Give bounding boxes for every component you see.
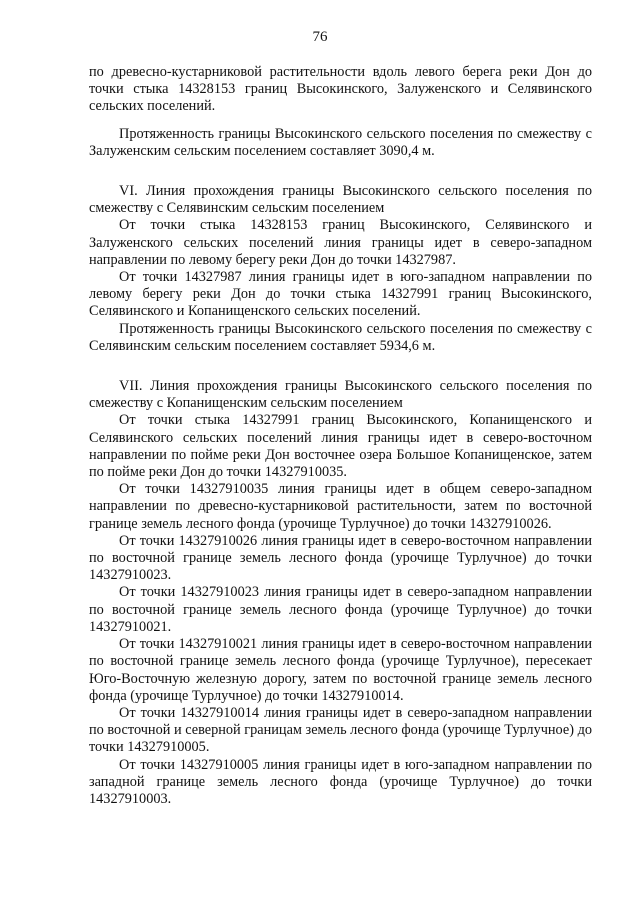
paragraph: От точки 14327910005 линия границы идет в юго-западном направлении по западной границе земель лесного фонда (урочище Турлучное) до точки 14327910003. — [89, 756, 592, 807]
section-heading-vii: VII. Линия прохождения границы Высокинского сельского поселения по смежеству с Копанищенским сельским поселением — [89, 378, 592, 412]
paragraph: От точки 14327910014 линия границы идет в северо-западном направлении по восточной и северной границам земель лесного фонда (урочище Турлучное) до точки 14327910005. — [89, 704, 592, 756]
paragraph: От точки 14327987 линия границы идет в юго-западном направлении по левому берегу реки Дон до точки стыка 14327991 границ Высокинского, Селявинского и Копанищенского сельских поселений. — [89, 269, 592, 320]
paragraph-length-selyavinskoe: Протяженность границы Высокинского сельского поселения по смежеству с Селявинским сельским поселением составляет 5934,6 м. — [89, 320, 592, 354]
paragraph-continuation: по древесно-кустарниковой растительности вдоль левого берега реки Дон до точки стыка 14328153 границ Высокинского, Залуженского и Селявинского сельских поселений. — [89, 64, 592, 115]
paragraph: От точки стыка 14327991 границ Высокинского, Копанищенского и Селявинского сельских поселений линия границы идет в северо-восточном направлении по пойме реки Дон восточнее озера Большое Копанищенское, затем по пойме реки Дон до точки 14327910035. — [89, 412, 592, 481]
section-heading-vi: VI. Линия прохождения границы Высокинского сельского поселения по смежеству с Селявинским сельским поселением — [89, 183, 592, 217]
paragraph: От точки 14327910035 линия границы идет в общем северо-западном направлении по древесно-кустарниковой растительности, затем по восточной границе земель лесного фонда (урочище Турлучное) до точки 14327910026. — [89, 481, 592, 532]
paragraph: От точки 14327910023 линия границы идет в северо-западном направлении по восточной границе земель лесного фонда (урочище Турлучное) до точки 14327910021. — [89, 584, 592, 635]
paragraph-length-zaluzhenskoe: Протяженность границы Высокинского сельского поселения по смежеству с Залуженским сельским поселением составляет 3090,4 м. — [89, 125, 592, 159]
paragraph: От точки 14327910021 линия границы идет в северо-восточном направлении по восточной границе земель лесного фонда (урочище Турлучное), пересекает Юго-Восточную железную дорогу, затем по восточной границе земель лесного фонда (урочище Турлучное) до точки 14327910014. — [89, 636, 592, 704]
page-number: 76 — [312, 29, 328, 45]
paragraph: От точки стыка 14328153 границ Высокинского, Селявинского и Залуженского сельских поселений линия границы идет в северо-западном направлении по левому берегу реки Дон до точки 14327987. — [89, 217, 592, 268]
document-body — [89, 64, 592, 808]
paragraph: От точки 14327910026 линия границы идет в северо-восточном направлении по восточной границе земель лесного фонда (урочище Турлучное) до точки 14327910023. — [89, 532, 592, 584]
